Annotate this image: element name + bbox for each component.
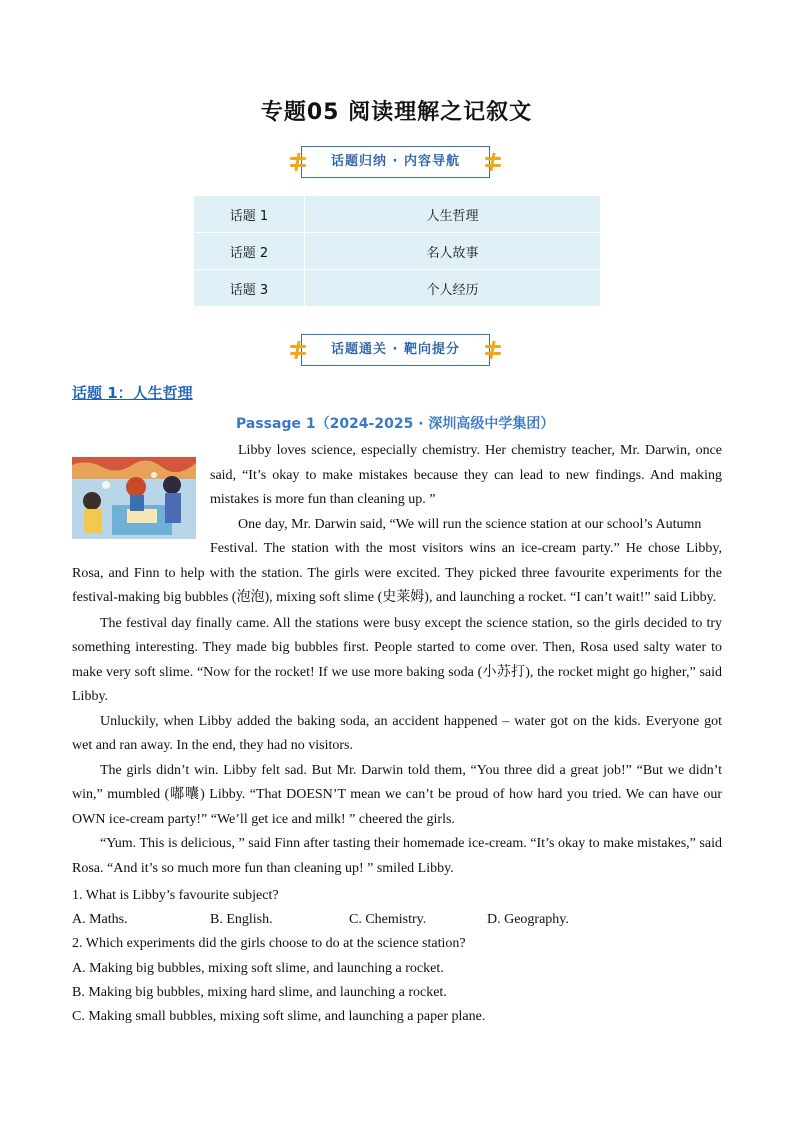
paragraph: Libby loves science, especially chemistry. Her chemistry teacher, Mr. Darwin, once said, “It’s okay to make mistakes because they can lead to new findings. And making mistakes is more fun than cleaning up. ”: [210, 443, 722, 507]
question-2: 2. Which experiments did the girls choose to do at the science station?: [72, 936, 466, 951]
passage-intro: [210, 439, 722, 537]
passage-illustration: [72, 457, 196, 539]
answer-option[interactable]: C. Making small bubbles, mixing soft slime, and launching a paper plane.: [72, 1009, 486, 1024]
paragraph: Unluckily, when Libby added the baking soda, an accident happened – water got on the kids. Everyone got wet and ran away. In the end, they had no visitors.: [72, 713, 722, 753]
topic-value: 个人经历: [305, 270, 601, 307]
paragraph: One day, Mr. Darwin said, “We will run the science station at our school’s Autumn: [238, 516, 702, 532]
table-row: [194, 196, 601, 233]
passage-title: Passage 1（2024-2025 · 深圳高级中学集团）: [236, 416, 555, 432]
equals-mark-icon: [290, 155, 306, 169]
section-banner-overview: [301, 146, 490, 178]
topic-label: 话题 3: [194, 270, 305, 307]
page-title: 专题05 阅读理解之记叙文: [260, 100, 533, 125]
banner-label: 话题通关 · 靶向提分: [331, 342, 460, 357]
table-row: [194, 270, 601, 307]
paragraph: The festival day finally came. All the stations were busy except the science station, so the girls decided to try something interesting. They made big bubbles first. People started to come over. Then, Rosa used salty water to make very soft slime. “Now for the rocket! If we use more baking soda (小苏打), the rocket might go higher,” said Libby.: [72, 615, 722, 704]
topic-heading-link[interactable]: 话题 1：人生哲理: [72, 384, 193, 402]
topic-label: 话题 2: [194, 233, 305, 270]
topic-value: 人生哲理: [305, 196, 601, 233]
topic-label: 话题 1: [194, 196, 305, 233]
answer-option[interactable]: D. Geography.: [487, 912, 569, 927]
answer-option[interactable]: A. Maths.: [72, 912, 128, 927]
answer-option[interactable]: B. English.: [210, 912, 273, 927]
topics-table: [193, 195, 601, 307]
table-row: [194, 233, 601, 270]
answer-option[interactable]: B. Making big bubbles, mixing hard slime, and launching a rocket.: [72, 985, 447, 1000]
passage-body: [72, 537, 722, 881]
equals-mark-icon: [485, 155, 501, 169]
answer-option[interactable]: A. Making big bubbles, mixing soft slime, and launching a rocket.: [72, 961, 444, 976]
question-1: 1. What is Libby’s favourite subject?: [72, 888, 279, 903]
banner-label: 话题归纳 · 内容导航: [331, 154, 460, 169]
equals-mark-icon: [485, 343, 501, 357]
paragraph: Festival. The station with the most visitors wins an ice-cream party.” He chose Libby, Rosa, and Finn to help with the station. The girls were excited. They picked three favourite experiments for the festival-making big bubbles (泡泡), mixing soft slime (史莱姆), and launching a rocket. “I can’t wait!” said Libby.: [72, 541, 722, 605]
topic-value: 名人故事: [305, 233, 601, 270]
section-banner-practice: [301, 334, 490, 366]
answer-option[interactable]: C. Chemistry.: [349, 912, 427, 927]
paragraph: The girls didn’t win. Libby felt sad. But Mr. Darwin told them, “You three did a great job!” “But we didn’t win,” mumbled (嘟囔) Libby. “That DOESN’T mean we can’t be proud of how hard you tried. We can have our OWN ice-cream party!” “We’ll get ice and milk! ” cheered the girls.: [72, 762, 722, 827]
equals-mark-icon: [290, 343, 306, 357]
paragraph: “Yum. This is delicious, ” said Finn after tasting their homemade ice-cream. “It’s okay to make mistakes,” said Rosa. “And it’s so much more fun than cleaning up! ” smiled Libby.: [72, 836, 722, 876]
